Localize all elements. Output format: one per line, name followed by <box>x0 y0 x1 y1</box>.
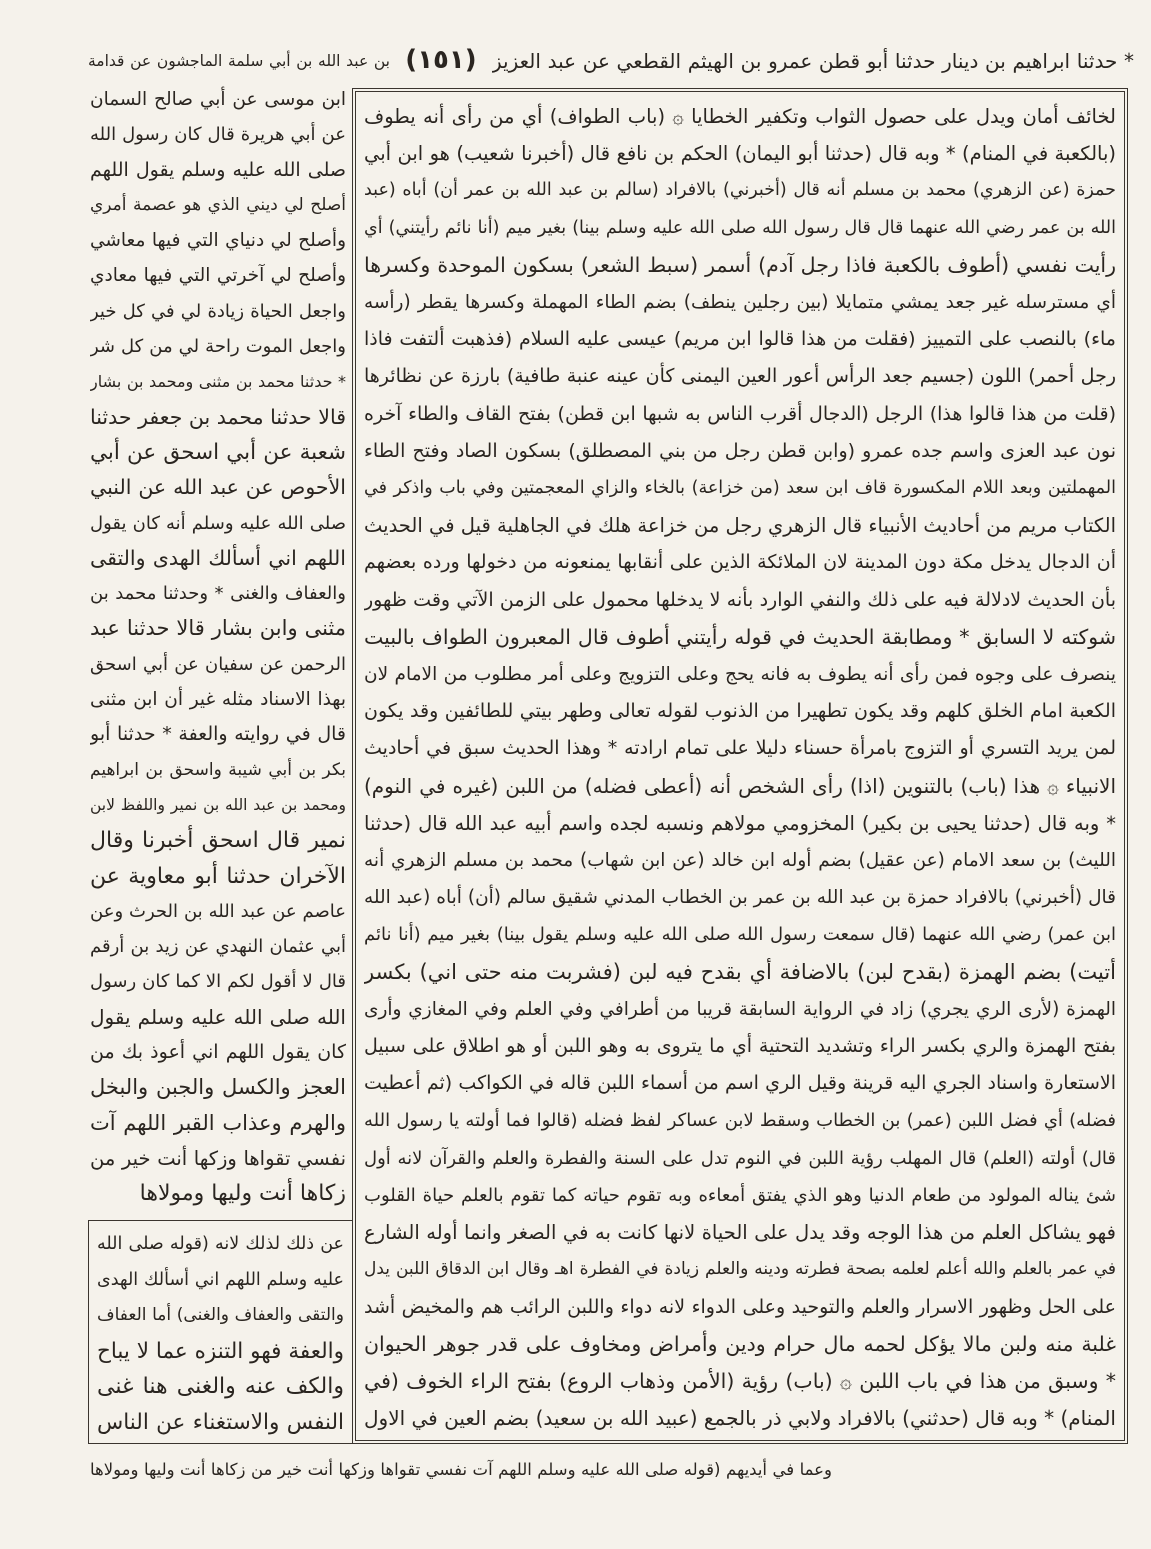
main-text-line: المنام) * وبه قال (حدثني) بالافراد ولابي ذر بالجمع (عبيد الله بن سعيد) بضم العين في الاول <box>364 1406 1116 1431</box>
main-text-line: على الحل وظهور الاسرار والعلم والتوحيد وعلى الدواء لانه دواء واللبن الرائب هم والمخيض أشد <box>364 1295 1116 1318</box>
main-text-line: لخائف أمان ويدل على حصول الثواب وتكفير الخطايا ۞ (باب الطواف) أي من رأى أنه يطوف <box>364 105 1116 128</box>
margin-hadith-line: الأحوص عن عبد الله عن النبي <box>90 475 346 500</box>
main-text-line: شوكته لا السابق * ومطابقة الحديث في قوله رأيتني أطوف قال المعبرون الطواف بالبيت <box>364 624 1116 649</box>
main-text-line: ابن عمر) رضي الله عنهما (قال سمعت رسول الله صلى الله عليه وسلم يقول بينا) بغير ميم (أنا نائم <box>364 924 1116 946</box>
main-commentary-box <box>352 88 1128 1444</box>
main-text-line: قال) أولته (العلم) قال المهلب رؤية اللبن في النوم تدل على السنة والفطرة والعلم والقرآن لانه أول <box>364 1147 1116 1169</box>
main-text-line: بفتح الهمزة والري بكسر الراء وتشديد التحتية أي ما يتروى به وهو اللبن أو هو اطلاق على سبيل <box>364 1035 1116 1058</box>
margin-hadith-line: نفسي تقواها وزكها أنت خير من <box>90 1146 346 1170</box>
margin-commentary-line: عن ذلك لذلك لانه (قوله صلى الله <box>97 1234 344 1254</box>
margin-commentary-line: النفس والاستغناء عن الناس <box>97 1409 344 1435</box>
main-text-line: رجل أحمر) اللون (جسيم جعد الرأس أعور العين اليمنى كأن عينه عنبة طافية) بارزة عن نظائرها <box>364 365 1116 388</box>
margin-hadith-line: أصلح لي ديني الذي هو عصمة أمري <box>90 194 346 215</box>
main-text-line: الكعبة امام الخلق كلهم وقد يكون تطهيرا من الذنوب لقوله تعالى وطهر بيتي للطائفين وقد يكون <box>364 700 1116 723</box>
main-text-line: لمن يريد التسري أو التزوج بامرأة حسناء دليلا على تمام ارادته * وهذا الحديث سبق في أحاديث <box>364 737 1116 760</box>
margin-hadith-column <box>90 82 346 1212</box>
margin-hadith-line: واجعل الحياة زيادة لي في كل خير <box>90 300 346 322</box>
margin-hadith-line: ومحمد بن عبد الله بن نمير واللفظ لابن <box>90 795 346 814</box>
main-text-line: الله بن عمر رضي الله عنهما قال قال رسول الله صلى الله عليه وسلم بينا) بغير ميم (أنا نائم رأيتني) أي <box>364 217 1116 238</box>
margin-commentary-line: والعفة فهو التنزه عما لا يباح <box>97 1338 344 1364</box>
margin-commentary-line: والكف عنه والغنى هنا غنى <box>97 1374 344 1399</box>
margin-commentary-box <box>88 1220 352 1444</box>
main-text-line: بأن الحديث لادلالة فيه على ذلك والنفي الوارد بأنه لا يدخلها محمول على الزمن الآتي وقت ظهور <box>364 588 1116 611</box>
margin-hadith-line: صلى الله عليه وسلم أنه كان يقول <box>90 512 346 534</box>
margin-hadith-line: قال في روايته والعفة * حدثنا أبو <box>90 723 346 746</box>
header-text-left: بن عبد الله بن أبي سلمة الماجشون عن قدامة <box>88 52 390 70</box>
margin-hadith-line: صلى الله عليه وسلم يقول اللهم <box>90 158 346 181</box>
margin-hadith-line: بهذا الاسناد مثله غير أن ابن مثنى <box>90 689 346 711</box>
margin-hadith-line: شعبة عن أبي اسحق عن أبي <box>90 439 346 465</box>
main-text-line: الانبياء ۞ هذا (باب) بالتنوين (اذا) رأى الشخص أنه (أعطى فضله) من اللبن (غيره في النوم) <box>364 773 1116 798</box>
margin-hadith-line: قالا حدثنا محمد بن جعفر حدثنا <box>90 404 346 429</box>
main-text-line: رأيت نفسي (أطوف بالكعبة فاذا رجل آدم) أسمر (سبط الشعر) بسكون الموحدة وكسرها <box>364 252 1116 277</box>
margin-hadith-line: زكاها أنت وليها ومولاها <box>139 1181 346 1207</box>
main-text-line: الهمزة (لأرى الري يجري) زاد في الرواية السابقة قريبا من أطرافي وفي العلم وفي المغازي وأرى <box>364 998 1116 1020</box>
margin-hadith-line: واجعل الموت راحة لي من كل شر <box>90 336 346 358</box>
margin-hadith-line: ابن موسى عن أبي صالح السمان <box>90 89 346 110</box>
main-text-line: الكتاب مريم من أحاديث الأنبياء قال الزهري رجل من خزاعة هلك في الجاهلية قيل في الحديث <box>364 514 1116 538</box>
margin-hadith-line: وأصلح لي دنياي التي فيها معاشي <box>90 230 346 252</box>
main-text-line: قال (أخبرني) بالافراد حمزة بن عبد الله بن عمر بن الخطاب المدني شقيق سالم (أن) أباه (عبد الله <box>364 887 1116 909</box>
header-text-right: * حدثنا ابراهيم بن دينار حدثنا أبو قطن عمرو بن الهيثم القطعي عن عبد العزيز <box>492 49 1134 73</box>
margin-hadith-line: عاصم عن عبد الله بن الحرث وعن <box>90 900 346 922</box>
margin-hadith-line: كان يقول اللهم اني أعوذ بك من <box>90 1041 346 1064</box>
margin-hadith-line: عن أبي هريرة قال كان رسول الله <box>90 124 346 146</box>
main-text-line: أتيت) بضم الهمزة (بقدح لبن) بالاضافة أي بقدح فيه لبن (فشربت منه حتى اني) بكسر <box>364 959 1116 984</box>
main-text-line: غلبة منه ولبن مالا يؤكل لحمه مال حرام ودين وأمراض ومخاوف على قدر جوهر الحيوان <box>364 1331 1116 1356</box>
margin-hadith-line: الله صلى الله عليه وسلم يقول <box>90 1004 346 1029</box>
main-text-line: أي مسترسله غير جعد يمشي متمايلا (بين رجلين ينطف) بضم الطاء المهملة وكسرها يقطر (رأسه <box>364 292 1116 314</box>
main-text-line: * وبه قال (حدثنا يحيى بن بكير) المخزومي مولاهم ونسبه لجده واسم أبيه عبد الله قال (حدثنا <box>364 811 1116 835</box>
margin-hadith-line: بكر بن أبي شيبة واسحق بن ابراهيم <box>90 759 346 780</box>
main-text-line: المهملتين وبعد اللام المكسورة قاف ابن سعد (من خزاعة) بالخاء والزاي المعجمتين وفي باب واذكر في <box>364 478 1116 499</box>
margin-hadith-line: والعفاف والغنى * وحدثنا محمد بن <box>90 583 346 605</box>
main-text-line: الاستعارة واسناد الجري اليه قرينة وقيل الري اسم من أسماء اللبن قاله في الكواكب (ثم أعطيت <box>364 1072 1116 1095</box>
main-text-line: فهو يشاكل العلم من هذا الوجه وقد يدل على الحياة لانها كانت به في الصغر وانما أوله الشارع <box>364 1221 1116 1245</box>
main-text-line: شئ يناله المولود من طعام الدنيا وهو الذي يفتق أمعاءه وبه تقوم حياته كما تقوم بالعلم حياة القلوب <box>364 1184 1116 1206</box>
page-number: (١٥١) <box>405 45 477 75</box>
margin-hadith-line: اللهم اني أسألك الهدى والتقى <box>90 545 346 570</box>
margin-hadith-line: الرحمن عن سفيان عن أبي اسحق <box>90 653 346 675</box>
margin-commentary-line: عليه وسلم اللهم اني أسألك الهدى <box>97 1269 344 1290</box>
margin-hadith-line: العجز والكسل والجبن والبخل <box>90 1075 346 1100</box>
footer-text-line: وعما في أيديهم (قوله صلى الله عليه وسلم اللهم آت نفسي تقواها وزكها أنت خير من زكاها أنت وليها ومولاها <box>90 1460 832 1479</box>
main-text-line: (قلت من هذا قالوا هذا) الرجل (الدجال أقرب الناس به شبها ابن قطن) بفتح القاف والطاء آخره <box>364 402 1116 425</box>
margin-hadith-line: والهرم وعذاب القبر اللهم آت <box>90 1110 346 1135</box>
margin-hadith-line: * حدثنا محمد بن مثنى ومحمد بن بشار <box>90 372 346 392</box>
main-text-line: * وسبق من هذا في باب اللبن ۞ (باب) رؤية (الأمن وذهاب الروع) بفتح الراء الخوف (في <box>364 1368 1116 1393</box>
margin-hadith-line: أبي عثمان النهدي عن زيد بن أرقم <box>90 936 346 958</box>
main-text-line: حمزة (عن الزهري) محمد بن مسلم أنه قال (أخبرني) بالافراد (سالم بن عبد الله بن عمر أن) أباه (عبد <box>364 180 1116 201</box>
main-text-line: أن الدجال يدخل مكة دون المدينة لان الملائكة الذين على أنقابها يمنعونه من دخولها ورده بعضهم <box>364 551 1116 574</box>
margin-commentary-line: والتقى والعفاف والغنى) أما العفاف <box>97 1305 344 1325</box>
main-text-line: في عمر بالعلم والله أعلم لعلمه بصحة فطرته ودينه والعلم زيادة في الفطرة اهـ وقال ابن الدقاق اللبن يدل <box>364 1259 1116 1280</box>
main-text-line: نون عبد العزى واسم جده عمرو (وابن قطن رجل من بني المصطلق) بسكون الصاد وفتح الطاء <box>364 439 1116 462</box>
margin-hadith-line: الآخران حدثنا أبو معاوية عن <box>90 863 346 889</box>
margin-hadith-line: نمير قال اسحق أخبرنا وقال <box>90 828 346 854</box>
main-text-line: (بالكعبة في المنام) * وبه قال (حدثنا أبو اليمان) الحكم بن نافع قال (أخبرنا شعيب) هو ابن أبي <box>364 142 1116 166</box>
margin-hadith-line: قال لا أقول لكم الا كما كان رسول <box>90 971 346 993</box>
main-text-line: ينصرف على وجوه فمن رأى أنه يطوف به فانه يحج وعلى التزويج وعلى أمر مطلوب من الامام لان <box>364 664 1116 686</box>
main-text-line: فضله) أي فضل اللبن (عمر) بن الخطاب وسقط لابن عساكر لفظ فضله (قالوا فما أولته يا رسول الله <box>364 1110 1116 1132</box>
main-text-line: الليث) بن سعد الامام (عن عقيل) بضم أوله ابن خالد (عن ابن شهاب) محمد بن مسلم الزهري أنه <box>364 850 1116 872</box>
margin-hadith-line: مثنى وابن بشار قالا حدثنا عبد <box>90 616 346 641</box>
main-text-line: ماء) بالنصب على التمييز (فقلت من هذا قالوا ابن مريم) عيسى عليه السلام (فذهبت ألتفت فاذا <box>364 328 1116 351</box>
margin-hadith-line: وأصلح لي آخرتي التي فيها معادي <box>90 265 346 287</box>
